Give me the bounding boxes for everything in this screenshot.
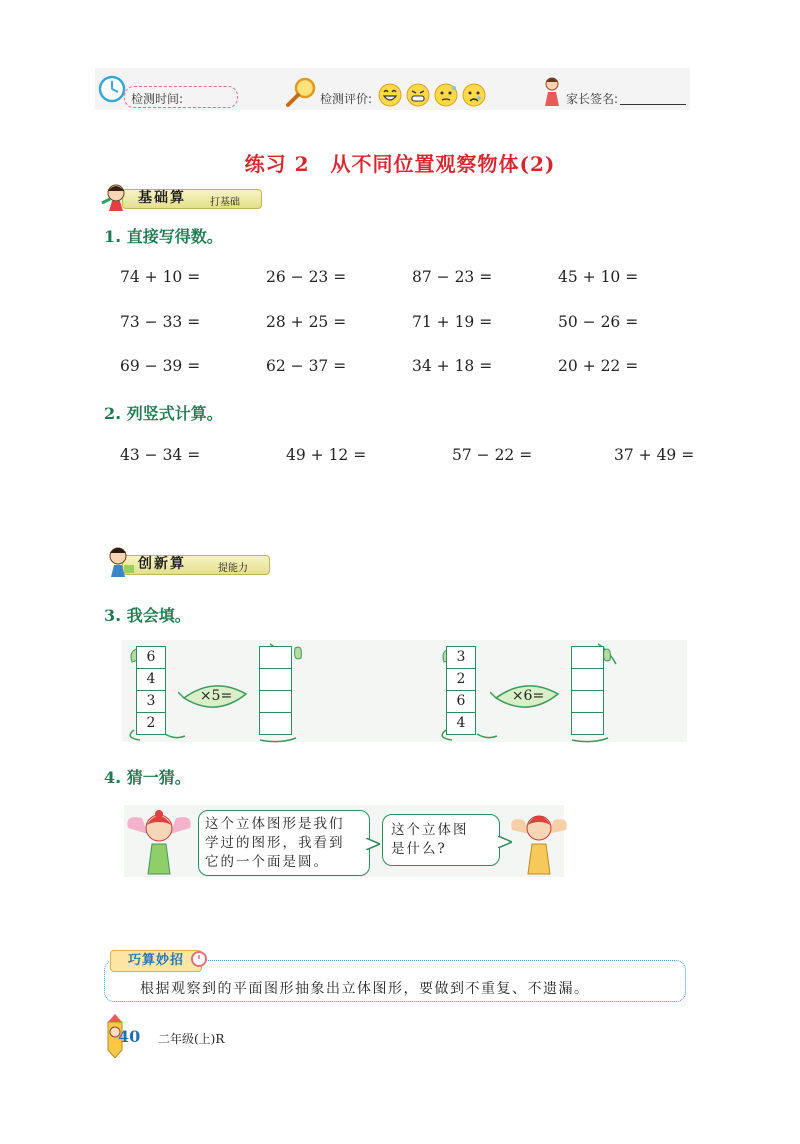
tip-text: 根据观察到的平面图形抽象出立体图形，要做到不重复、不遗漏。	[140, 981, 590, 997]
q2-item: 57 − 22 =	[452, 446, 533, 464]
banner-sub-text: 提能力	[218, 563, 248, 574]
q3-right-operator: ×6=	[511, 688, 545, 704]
grade-label: 二年级(上)R	[158, 1032, 225, 1046]
fairy-girl-right-icon	[508, 806, 570, 876]
bubble1-line: 它的一个面是圆。	[205, 854, 329, 870]
q3-heading	[104, 603, 191, 626]
q3-left-value-cell: 3	[136, 690, 166, 713]
q3-right-answer-box[interactable]	[571, 712, 604, 735]
q3-left-value-cell: 2	[136, 712, 166, 735]
fairy-girl-left-icon	[124, 808, 194, 876]
page-number: 40	[118, 1027, 141, 1046]
parent-figure-icon	[540, 76, 564, 108]
boy-mascot-icon	[100, 545, 136, 579]
rating-faces	[378, 82, 490, 108]
q1-heading-text: . 直接写得数。	[115, 227, 223, 246]
q3-right-answer-box[interactable]	[571, 668, 604, 691]
sign-line[interactable]	[620, 104, 686, 105]
bubble2-line: 这个立体图	[391, 822, 469, 838]
q1-expression: 87 − 23 =	[412, 268, 493, 286]
q4-heading-text: . 猜一猜。	[115, 768, 191, 787]
q1-expression: 34 + 18 =	[412, 357, 493, 375]
page-title: 练习 2 从不同位置观察物体(2)	[244, 152, 556, 176]
q3-number: 3	[104, 606, 116, 625]
q1-expression: 69 − 39 =	[120, 357, 201, 375]
clock-icon	[97, 74, 127, 104]
q1-expression: 20 + 22 =	[558, 357, 639, 375]
q3-right-answer-box[interactable]	[571, 646, 604, 669]
q3-heading-text: . 我会填。	[115, 606, 191, 625]
q3-right-answer-box[interactable]	[571, 690, 604, 713]
girl-mascot-icon	[100, 183, 134, 213]
q1-expression: 62 − 37 =	[266, 357, 347, 375]
speech-bubble-hint	[198, 810, 370, 876]
speech-bubble-question	[382, 814, 500, 866]
bubble1-line: 学过的图形，我看到	[205, 835, 345, 851]
banner-main-text: 创新算	[138, 556, 186, 572]
q2-item: 43 − 34 =	[120, 446, 201, 464]
bubble1-line: 这个立体图形是我们	[205, 816, 345, 832]
magnifier-icon	[285, 76, 317, 108]
q2-heading	[104, 401, 223, 424]
q3-right-value-cell: 4	[446, 712, 476, 735]
q3-left-value-cell: 4	[136, 668, 166, 691]
q2-number: 2	[104, 404, 116, 423]
time-label: 检测时间:	[131, 92, 184, 106]
q3-left-value-cell: 6	[136, 646, 166, 669]
q3-right-value-cell: 3	[446, 646, 476, 669]
laugh-face-icon	[379, 84, 401, 106]
q1-heading	[104, 224, 223, 247]
q2-heading-text: . 列竖式计算。	[115, 404, 223, 423]
q2-item: 49 + 12 =	[286, 446, 367, 464]
neutral-face-icon	[435, 84, 457, 106]
banner-sub-text: 打基础	[210, 197, 240, 208]
q3-left-answer-box[interactable]	[259, 712, 292, 735]
eval-label: 检测评价:	[320, 92, 373, 106]
bubble1-tail	[366, 838, 380, 850]
q3-left-answer-box[interactable]	[259, 646, 292, 669]
q3-left-operator: ×5=	[199, 688, 233, 704]
q4-number: 4	[104, 768, 116, 787]
q1-expression: 26 − 23 =	[266, 268, 347, 286]
section-banner-basic	[100, 183, 260, 211]
clock-badge-icon	[190, 950, 208, 968]
sad-face-icon	[463, 84, 485, 106]
q1-expression: 50 − 26 =	[558, 313, 639, 331]
tip-label: 巧算妙招	[110, 950, 202, 972]
q1-expression: 45 + 10 =	[558, 268, 639, 286]
bubble2-line: 是什么?	[391, 841, 447, 857]
q3-left-answer-box[interactable]	[259, 668, 292, 691]
q1-expression: 71 + 19 =	[412, 313, 493, 331]
sign-label: 家长签名:	[566, 92, 619, 106]
section-banner-innovate	[100, 549, 270, 577]
q3-right-value-cell: 2	[446, 668, 476, 691]
q1-expression: 74 + 10 =	[120, 268, 201, 286]
q3-left-answer-box[interactable]	[259, 690, 292, 713]
q3-right-value-cell: 6	[446, 690, 476, 713]
grin-face-icon	[407, 84, 429, 106]
q2-item: 37 + 49 =	[614, 446, 695, 464]
q1-expression: 73 − 33 =	[120, 313, 201, 331]
q1-number: 1	[104, 227, 116, 246]
q1-expression: 28 + 25 =	[266, 313, 347, 331]
banner-main-text: 基础算	[138, 190, 186, 206]
q4-heading	[104, 765, 191, 788]
